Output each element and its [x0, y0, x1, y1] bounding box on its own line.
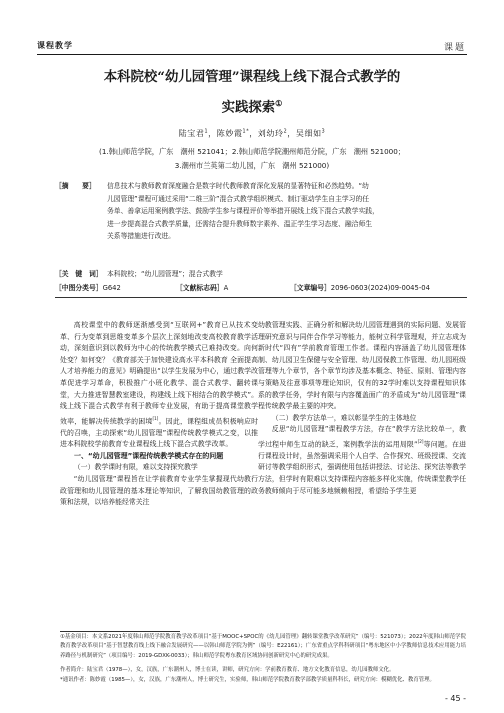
author-1: 陆宝君 — [178, 129, 205, 138]
citation-mark: [2] — [417, 438, 424, 444]
paragraph-text: 高校课堂中的教师逐渐感受到“互联网+”教育已从技术变革、行为变革到思维变革多个层次上深刻地改变高校教育教学活动，深刻意识到以教师为中心的传统教学模式已难持改变。向何处变？如何变？《教育部关于加快建设高水平本科教育 全面提高人才培养能力的意见》明确提出“以学生发展为中心，通过教学改革促进学习革命，积极推广小班化教学、混合式教学、翻转课堂，大力推进智慧教室建设，构建线上线下相结合的教学模式”。线上线下混合式教学有利于教师专业发展，有助于提高课堂教学效率，能解决传统教学的困境 — [60, 321, 258, 426]
author-4: ，吴细如 — [287, 129, 322, 138]
paragraph-text: 。因此，课程组成员积极响应时代的召唤，主动探索“幼儿园管理”课程传统教学模式之变，以推进本科院校学前教育专业课程线上线下混合式教学改革。 — [60, 417, 259, 449]
author-3: ，刘幼玲 — [249, 129, 284, 138]
clc-number — [55, 282, 121, 292]
running-header — [0, 0, 504, 58]
paragraph — [60, 320, 258, 451]
paragraph-text: 等问题。在进行课程设计时，虽然强调采用个人自学、合作探究、班级授课、交流研讨等教学组织形式，强调使用包括讲授法、讨论法、探究法等教学方法，但学时有限难以支持课程内容能多样化实施，传统课堂教学任务教师倾向于尽可能多地频赖相授，希望给予学生更 — [258, 440, 466, 495]
section-name: 课题 — [443, 43, 466, 53]
article-title-line-1: 本科院校“幼儿园管理”课程线上线下混合式教学的 — [103, 69, 401, 85]
meta-rule — [55, 297, 467, 298]
clc-label: ［中图分类号］ — [55, 284, 103, 292]
author-3-affil: 2 — [283, 129, 288, 135]
id-value: 2096-0603(2024)09-0045-04 — [330, 284, 430, 292]
footnote-rule — [60, 631, 180, 632]
author-2-affil: 1* — [242, 129, 250, 135]
clc-value: G642 — [102, 284, 121, 292]
page-number: - 45 - — [444, 694, 466, 703]
paragraph-text: 反思“幼儿园管理”课程教学方法，存在“教学方法比较单一，教学过程中师生互动的缺乏，案例教学法的运用局限” — [258, 425, 466, 449]
abstract-line: 信息技术与教师教育深度融合是数字时代教师教育深化发展的显著特征和必然趋势。“幼 — [107, 182, 369, 190]
subsection-heading: （一）教学课时有限，难以支持探究教学 — [73, 463, 198, 472]
footnote-author-bio: 作者简介：陆宝君（1978—），女，汉族，广东潮州人，博士在读，讲师，研究方向：学前教育教育、地方文化教育信息，幼儿园教师文化。 — [60, 667, 395, 673]
footnote-corresponding: *通讯作者：陈妙霞（1985—），女，汉族，广东潮州人，博士研究生，实验师，韩山师范学院教育教学部教学质量科科长，研究方向：模糊优化、教育管理。 — [60, 677, 435, 683]
citation-mark: [1] — [152, 415, 159, 421]
abstract-line: 儿园管理”课程可通过采用“二维三阶”混合式教学组织模式、制订驱动学生自主学习的任 — [107, 194, 370, 203]
keywords-text: 本科院校；“幼儿园管理”；混合式教学 — [107, 270, 223, 278]
journal-name: 课程教学 — [37, 41, 73, 50]
article-title-text: 实践探索 — [221, 99, 276, 116]
abstract-line: 进一步提高混合式教学质量，还需结合提升教师数字素养、温正学生学习态度、融洽师生 — [107, 219, 373, 228]
abstract-label: ［摘 要］ — [55, 182, 96, 190]
document-code — [176, 282, 228, 292]
paragraph: 幼教管理实践、正确分析和解决幼儿园管理遇到的实际问题、发展管理研究意识与同伴合作学习等能力，能树立科学管理观，并立志成为新时代“四有”学前教育管理工作者。课程内容涵盖了幼儿园管理体制、幼儿园卫生保健与安全管理、幼儿园保教工作管理、幼儿园班级管理等九个章节，各个章节均涉及基本概念、特征、原则、管理内容与策略及往意事项等理论知识，仅有的32学时难以支持课程知识体系的教学任务，学时有限与内容覆盖面广的矛盾成为“幼儿园管理”课程传统教学最主要的冲突。 — [258, 321, 466, 411]
doc-value: A — [223, 284, 229, 292]
body-column-right — [258, 320, 466, 497]
section-heading: 一、“幼儿园管理”课程传统教学模式存在的问题 — [74, 451, 224, 460]
article-number — [290, 282, 430, 292]
abstract-line: 务单、善拿运用案例教学法、鼓励学生参与课程评价等举措开展线上线下混合式教学实践， — [107, 207, 379, 216]
title-footnote-mark: ① — [275, 98, 283, 108]
abstract-line: 关系等措施进行改进。 — [107, 232, 175, 241]
affiliation-line-2: 3.潮州市兰英第二幼儿园，广东 潮州 521000) — [174, 161, 330, 170]
footnote-funding: ①基金项目：本文系2021年度韩山师范学院教育教学改革项目“基于MOOC+SPOC的《幼儿园管理》翻转课堂教学改革研究”（编号：521073）；2022年度韩山师范学院教育教学改革项目“基于智慧教育线上线下融合发展研究——以韩山师范学院为例”（编号：E22161）；广东省重点学科科研项目“粤东地区中小学教师信息技术应用能力培养路径与机制研究”（项目编号：2019-GDXK-0033）；韩山师范学院粤东教育区域协同创新研究中心的研究成果。 — [60, 634, 466, 659]
author-2: ，陈妙霞 — [208, 129, 243, 138]
id-label: ［文章编号］ — [290, 284, 331, 292]
author-list — [0, 128, 504, 139]
doc-label: ［文献标志码］ — [176, 284, 224, 292]
body-column-left — [60, 320, 258, 509]
affiliation-line-1: (1.韩山师范学院，广东 潮州 521041；2.韩山师范学院潮州师范分院，广东 潮州 521000； — [99, 147, 405, 156]
paragraph: “幼儿园管理”课程旨在让学前教育专业学生掌握现代幼教行政管理和幼儿园管理的基本理论等知识，了解我国幼教管理的政策和法规，以培养能经常关注 — [60, 475, 258, 507]
paragraph — [258, 424, 466, 497]
abstract — [55, 180, 467, 260]
author-4-affil: 3 — [321, 129, 326, 135]
article-title-line-2 — [40, 91, 464, 120]
author-1-affil: 1 — [204, 129, 209, 135]
keywords-label: ［关 键 词］ — [55, 270, 103, 278]
header-rule — [37, 54, 467, 55]
subsection-heading: （二）教学方法单一，难以彰显学生的主体地位 — [271, 413, 417, 422]
